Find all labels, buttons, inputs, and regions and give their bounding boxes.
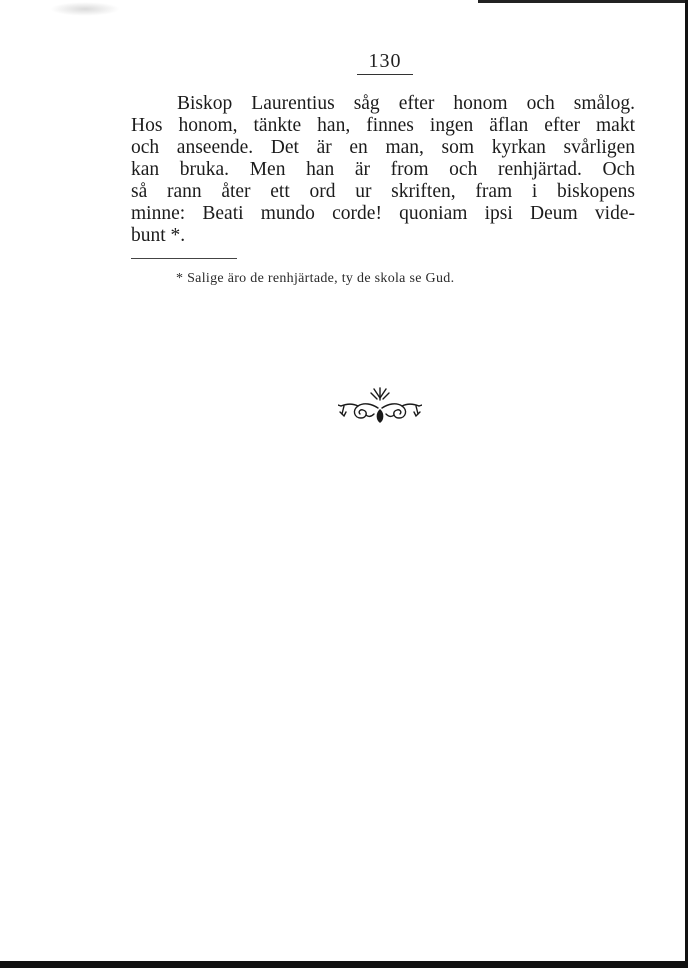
page-number-underline <box>357 74 413 75</box>
scan-edge-top <box>478 0 688 3</box>
scan-edge-bottom <box>0 961 688 968</box>
footnote-divider <box>131 258 237 259</box>
scan-smudge <box>50 2 120 16</box>
text-line: bunt *. <box>131 225 186 246</box>
text-line: Biskop Laurentius såg efter honom och smålog. <box>177 93 635 114</box>
text-line: Hos honom, tänkte han, finnes ingen äflan efter makt <box>131 115 635 136</box>
text-line: så rann åter ett ord ur skriften, fram i biskopens <box>131 181 635 202</box>
floral-fleuron-icon <box>338 384 422 424</box>
text-line: kan bruka. Men han är from och renhjärtad. Och <box>131 159 635 180</box>
text-line: och anseende. Det är en man, som kyrkan svårligen <box>131 137 635 158</box>
body-paragraph <box>131 93 635 247</box>
page-number: 130 <box>368 50 402 72</box>
text-line: minne: Beati mundo corde! quoniam ipsi Deum vide- <box>131 203 635 224</box>
footnote: * Salige äro de renhjärtade, ty de skola se Gud. <box>176 271 455 286</box>
